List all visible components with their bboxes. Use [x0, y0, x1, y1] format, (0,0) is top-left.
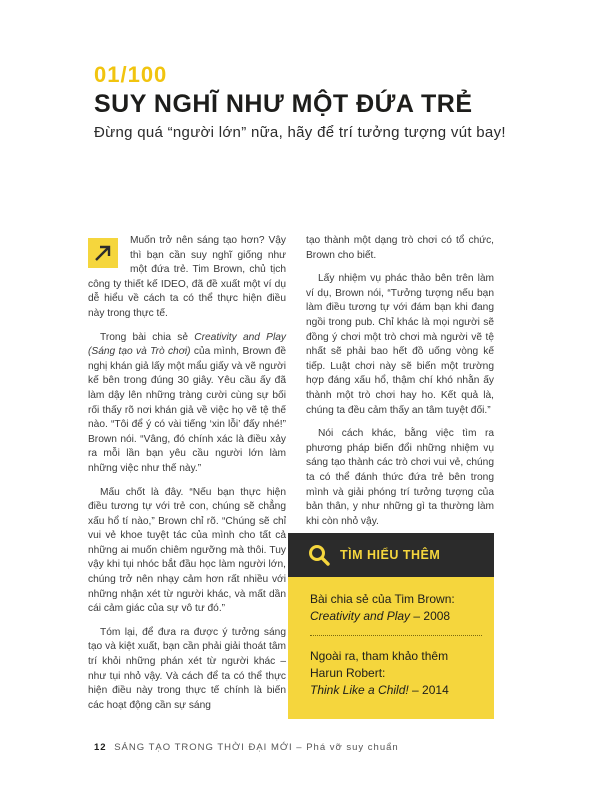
book-title: SÁNG TẠO TRONG THỜI ĐẠI MỚI — [114, 742, 293, 753]
page-footer — [94, 742, 399, 753]
further-reading-list — [288, 577, 494, 719]
reference-item: Ngoài ra, tham khảo thêm Harun Robert: Think Like a Child! – 2014 — [310, 649, 449, 697]
paragraph: Lấy nhiệm vụ phác thảo bên trên làm ví dụ, Brown nói, “Tưởng tượng nếu bạn làm điều tương tự với đám bạn khi đang ngồi trong pub. Chỉ khác là mọi người sẽ đồng ý chơi một trò chơi mà người vẽ tệ nhất sẽ phải bao hết đồ uống vòng kế tiếp. Luật chơi này sẽ biến một trường hợp đáng xấu hổ, thậm chí khó nhằn ấy thành một trò chơi hay ho. Kết quả là, chúng ta đều cảm thấy an tâm tuyệt đối.” — [306, 273, 494, 416]
page-subtitle: Đừng quá “người lớn” nữa, hãy để trí tưởng tượng vút bay! — [94, 124, 506, 141]
divider — [310, 635, 482, 636]
further-reading-title: TÌM HIỂU THÊM — [340, 548, 441, 562]
reference-item: Bài chia sẻ của Tim Brown: Creativity and Play – 2008 — [310, 592, 455, 623]
book-tagline: – Phá vỡ suy chuẩn — [296, 742, 399, 753]
paragraph: Nói cách khác, bằng việc tìm ra phương pháp biến đổi những nhiệm vụ sáng tạo thành các trò chơi vui vẻ, chúng ta có thể đánh thức đứa trẻ bên trong mình và giải phóng trí tưởng tượng của bản thân, y như những gì ta thường làm khi còn nhỏ vậy. — [306, 428, 494, 527]
chapter-number: 01/100 — [94, 62, 168, 87]
page-number: 12 — [94, 742, 107, 753]
paragraph: Mấu chốt là đây. “Nếu bạn thực hiện điều tương tự với trẻ con, chúng sẽ chẳng xấu hổ tí nào,” Brown chỉ rõ. “Chúng sẽ chỉ vui vẻ khoe tuyệt tác của mình cho tất cả những ai muốn chiêm ngưỡng mà thôi. Tuy vậy khi tụi nhóc bắt đầu học làm người lớn, chúng trở nên nhạy cảm hơn rất nhiều với những nhận xét từ người khác, và mất dần cái cảm giác của sự vô tư đó.” — [88, 486, 286, 615]
magnifier-icon — [308, 544, 330, 566]
body-column-left — [88, 234, 286, 722]
paragraph: Tóm lại, để đưa ra được ý tưởng sáng tạo và kiệt xuất, bạn cần phải giải thoát tâm trí khỏi những phán xét từ người khác – như tụi nhỏ vậy. Và cách để ta có thể thực hiện điều này trong thực tế chính là biến các hoạt động cần sự sáng — [88, 626, 286, 711]
paragraph: Trong bài chia sẻ Creativity and Play (Sáng tạo và Trò chơi) của mình, Brown đề nghị khán giả lấy một mẩu giấy và vẽ người kế bên trong đúng 30 giây. Yêu cầu ấy đã làm dậy lên những tràng cười cùng sự bối rối thấy rõ nơi khán giả về việc họ vẽ tệ thế nào. “Tôi để ý có vài tiếng ‘xin lỗi’ đấy nhé!” Brown nói. “Vâng, đó chính xác là điều xảy ra mỗi lần bạn yêu cầu người lớn làm những việc như thế này.” — [88, 331, 287, 474]
paragraph: tạo thành một dạng trò chơi có tổ chức, Brown cho biết. — [306, 235, 494, 261]
page-title: SUY NGHĨ NHƯ MỘT ĐỨA TRẺ — [94, 90, 473, 118]
paragraph: Muốn trở nên sáng tạo hơn? Vậy thì bạn cần suy nghĩ giống như một đứa trẻ. Tim Brown, chủ tịch công ty thiết kế IDEO, đã đề xuất một ví dụ dễ hiểu về cách ta có thể thực hiện điều này trong thực tế. — [88, 235, 286, 319]
body-column-right — [306, 234, 494, 538]
further-reading-box — [288, 533, 494, 719]
further-reading-header — [288, 533, 494, 577]
